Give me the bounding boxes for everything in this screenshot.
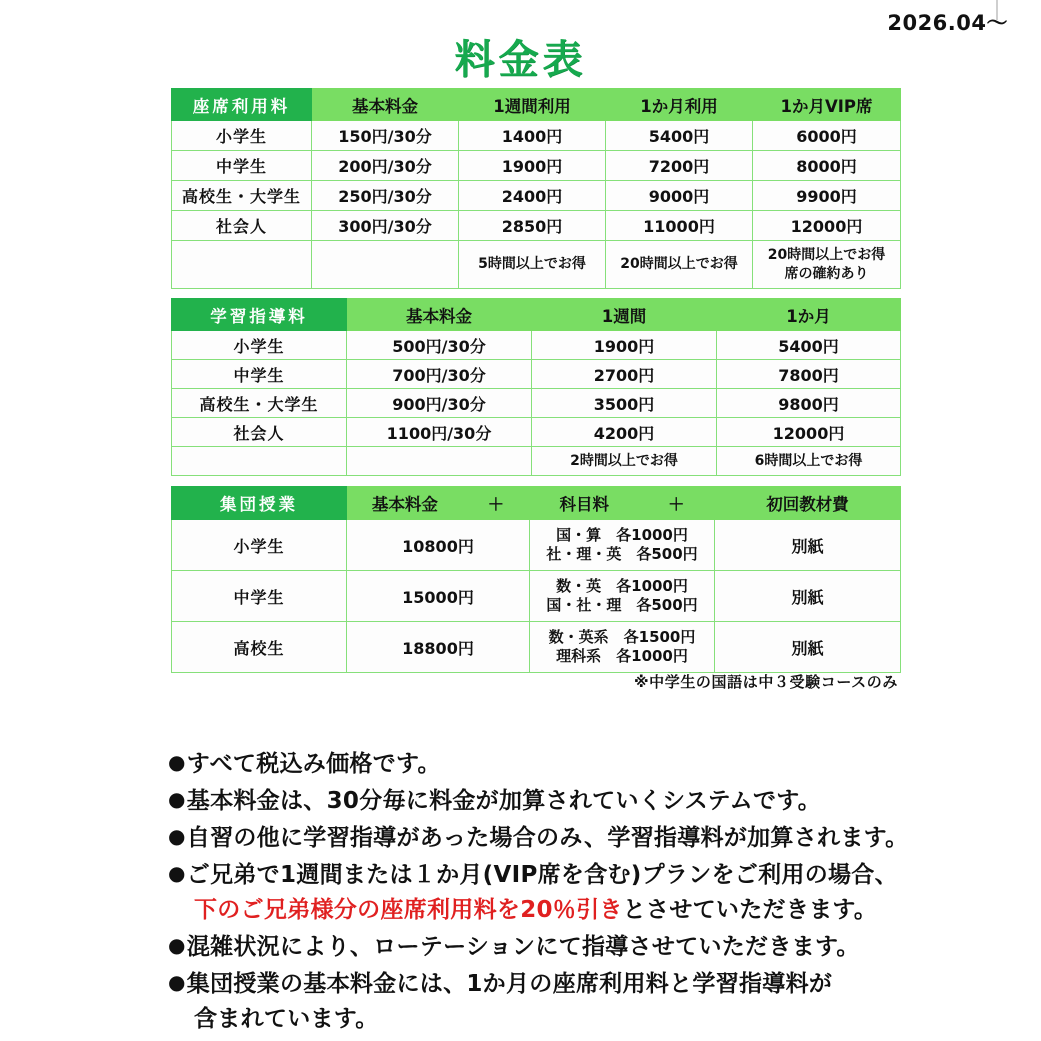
seat-note-vip-line2: 席の確約あり <box>784 265 869 282</box>
note-item-group-class-included <box>168 965 1008 1002</box>
group-col-header-base-label: 基本料金 <box>371 495 438 514</box>
note-text: 基本料金は、30分毎に料金が加算されていくシステムです。 <box>186 788 822 814</box>
group-col-header-base <box>347 487 530 520</box>
study-category-header: 学習指導料 <box>172 299 347 331</box>
seat-cell-elementary-week: 1400円 <box>459 121 606 151</box>
seat-row-label-highuni: 高校生・大学生 <box>172 181 312 211</box>
study-cell-adult-week: 4200円 <box>532 418 717 447</box>
group-row-label-elementary: 小学生 <box>172 520 347 571</box>
study-cell-adult-base: 1100円/30分 <box>347 418 532 447</box>
group-cell-highschool-base: 18800円 <box>347 622 530 673</box>
group-cell-juniorhigh-base: 15000円 <box>347 571 530 622</box>
group-cell-elementary-subject <box>530 520 715 571</box>
seat-cell-juniorhigh-vip: 8000円 <box>753 151 901 181</box>
table-row <box>172 181 901 211</box>
table-header-row <box>172 89 901 121</box>
seat-cell-adult-week: 2850円 <box>459 211 606 241</box>
table-row <box>172 418 901 447</box>
group-cell-highschool-material: 別紙 <box>715 622 901 673</box>
notes-section <box>168 745 1008 1037</box>
group-col-header-subject-label: 科目料 <box>559 495 609 514</box>
table-note-row <box>172 447 901 476</box>
note-text: 混雑状況により、ローテーションにて指導させていただきます。 <box>186 934 860 960</box>
note-item-tax-included <box>168 745 1008 782</box>
study-cell-elementary-month: 5400円 <box>717 331 901 360</box>
seat-cell-juniorhigh-week: 1900円 <box>459 151 606 181</box>
seat-note-month: 20時間以上でお得 <box>606 241 753 289</box>
seat-note-empty-base <box>312 241 459 289</box>
seat-row-label-juniorhigh: 中学生 <box>172 151 312 181</box>
table-row <box>172 571 901 622</box>
group-cell-elementary-base: 10800円 <box>347 520 530 571</box>
group-col-header-subject <box>530 487 715 520</box>
seat-col-header-vip: 1か月VIP席 <box>753 89 901 121</box>
seat-note-vip <box>753 241 901 289</box>
study-col-header-month: 1か月 <box>717 299 901 331</box>
table-header-row <box>172 487 901 520</box>
seat-cell-adult-month: 11000円 <box>606 211 753 241</box>
study-col-header-base: 基本料金 <box>347 299 532 331</box>
group-cell-juniorhigh-subject <box>530 571 715 622</box>
study-note-month: 6時間以上でお得 <box>717 447 901 476</box>
group-subject-line1: 数・英系 各1500円 <box>548 627 696 646</box>
note-item-sibling-discount <box>168 856 1008 893</box>
study-cell-juniorhigh-month: 7800円 <box>717 360 901 389</box>
seat-cell-elementary-base: 150円/30分 <box>312 121 459 151</box>
study-note-empty-label <box>172 447 347 476</box>
group-subject-line2: 社・理・英 各500円 <box>546 545 698 563</box>
bullet-icon: ● <box>168 750 186 774</box>
bullet-icon: ● <box>168 787 186 811</box>
seat-col-header-week: 1週間利用 <box>459 89 606 121</box>
page-title: 料金表 <box>454 37 587 83</box>
effective-date-note: 2026.04〜 <box>887 11 1008 35</box>
group-col-header-material: 初回教材費 <box>715 487 901 520</box>
note-text-highlight: 下のご兄弟様分の座席利用料を20％引き <box>194 897 623 923</box>
group-subject-line2: 国・社・理 各500円 <box>546 596 698 614</box>
seat-row-label-adult: 社会人 <box>172 211 312 241</box>
bullet-icon: ● <box>168 933 186 957</box>
seat-cell-juniorhigh-base: 200円/30分 <box>312 151 459 181</box>
table-note-row <box>172 241 901 289</box>
study-cell-juniorhigh-week: 2700円 <box>532 360 717 389</box>
note-text: すべて税込み価格です。 <box>186 751 441 777</box>
table-row <box>172 389 901 418</box>
study-row-label-elementary: 小学生 <box>172 331 347 360</box>
study-cell-highuni-base: 900円/30分 <box>347 389 532 418</box>
seat-cell-juniorhigh-month: 7200円 <box>606 151 753 181</box>
seat-cell-elementary-vip: 6000円 <box>753 121 901 151</box>
seat-note-week: 5時間以上でお得 <box>459 241 606 289</box>
bullet-icon: ● <box>168 824 186 848</box>
seat-row-label-elementary: 小学生 <box>172 121 312 151</box>
note-item-rotation <box>168 928 1008 965</box>
table-row <box>172 520 901 571</box>
seat-cell-elementary-month: 5400円 <box>606 121 753 151</box>
note-item-sibling-discount-detail <box>168 893 1008 928</box>
note-text: 含まれています。 <box>194 1006 379 1032</box>
group-cell-juniorhigh-material: 別紙 <box>715 571 901 622</box>
study-row-label-highuni: 高校生・大学生 <box>172 389 347 418</box>
group-row-label-juniorhigh: 中学生 <box>172 571 347 622</box>
study-row-label-juniorhigh: 中学生 <box>172 360 347 389</box>
group-cell-highschool-subject <box>530 622 715 673</box>
group-subject-line2: 理科系 各1000円 <box>556 647 688 665</box>
study-cell-juniorhigh-base: 700円/30分 <box>347 360 532 389</box>
study-cell-adult-month: 12000円 <box>717 418 901 447</box>
table-row <box>172 151 901 181</box>
table-row <box>172 331 901 360</box>
study-fee-table <box>171 298 901 476</box>
note-item-study-guidance <box>168 819 1008 856</box>
group-category-header: 集団授業 <box>172 487 347 520</box>
group-subject-line1: 数・英 各1000円 <box>556 576 688 595</box>
study-cell-elementary-week: 1900円 <box>532 331 717 360</box>
group-table-footnote: ※中学生の国語は中３受験コースのみ <box>633 673 898 691</box>
plus-icon: ＋ <box>487 495 505 514</box>
bullet-icon: ● <box>168 861 186 885</box>
seat-cell-highuni-base: 250円/30分 <box>312 181 459 211</box>
seat-cell-highuni-week: 2400円 <box>459 181 606 211</box>
group-cell-elementary-material: 別紙 <box>715 520 901 571</box>
seat-col-header-month: 1か月利用 <box>606 89 753 121</box>
seat-cell-highuni-vip: 9900円 <box>753 181 901 211</box>
note-text: とさせていただきます。 <box>622 897 878 923</box>
group-class-fee-table <box>171 486 901 673</box>
note-text: 集団授業の基本料金には、1か月の座席利用料と学習指導料が <box>186 971 833 997</box>
group-row-label-highschool: 高校生 <box>172 622 347 673</box>
note-text: 自習の他に学習指導があった場合のみ、学習指導料が加算されます。 <box>186 825 909 851</box>
table-row <box>172 121 901 151</box>
plus-icon: ＋ <box>668 495 685 514</box>
note-item-group-class-included-continuation <box>168 1002 1008 1037</box>
table-header-row <box>172 299 901 331</box>
table-row <box>172 211 901 241</box>
note-text: ご兄弟で1週間または１か月(VIP席を含む)プランをご利用の場合、 <box>186 862 898 888</box>
table-row <box>172 622 901 673</box>
seat-cell-adult-vip: 12000円 <box>753 211 901 241</box>
group-subject-line1: 国・算 各1000円 <box>556 525 688 544</box>
bullet-icon: ● <box>168 970 186 994</box>
table-row <box>172 360 901 389</box>
seat-fee-table <box>171 88 901 289</box>
seat-col-header-base: 基本料金 <box>312 89 459 121</box>
study-row-label-adult: 社会人 <box>172 418 347 447</box>
study-col-header-week: 1週間 <box>532 299 717 331</box>
seat-note-empty-label <box>172 241 312 289</box>
study-note-empty-base <box>347 447 532 476</box>
note-item-base-fee-system <box>168 782 1008 819</box>
seat-cell-highuni-month: 9000円 <box>606 181 753 211</box>
study-note-week: 2時間以上でお得 <box>532 447 717 476</box>
study-cell-highuni-month: 9800円 <box>717 389 901 418</box>
seat-category-header: 座席利用料 <box>172 89 312 121</box>
seat-note-vip-line1: 20時間以上でお得 <box>767 247 886 264</box>
study-cell-elementary-base: 500円/30分 <box>347 331 532 360</box>
study-cell-highuni-week: 3500円 <box>532 389 717 418</box>
seat-cell-adult-base: 300円/30分 <box>312 211 459 241</box>
